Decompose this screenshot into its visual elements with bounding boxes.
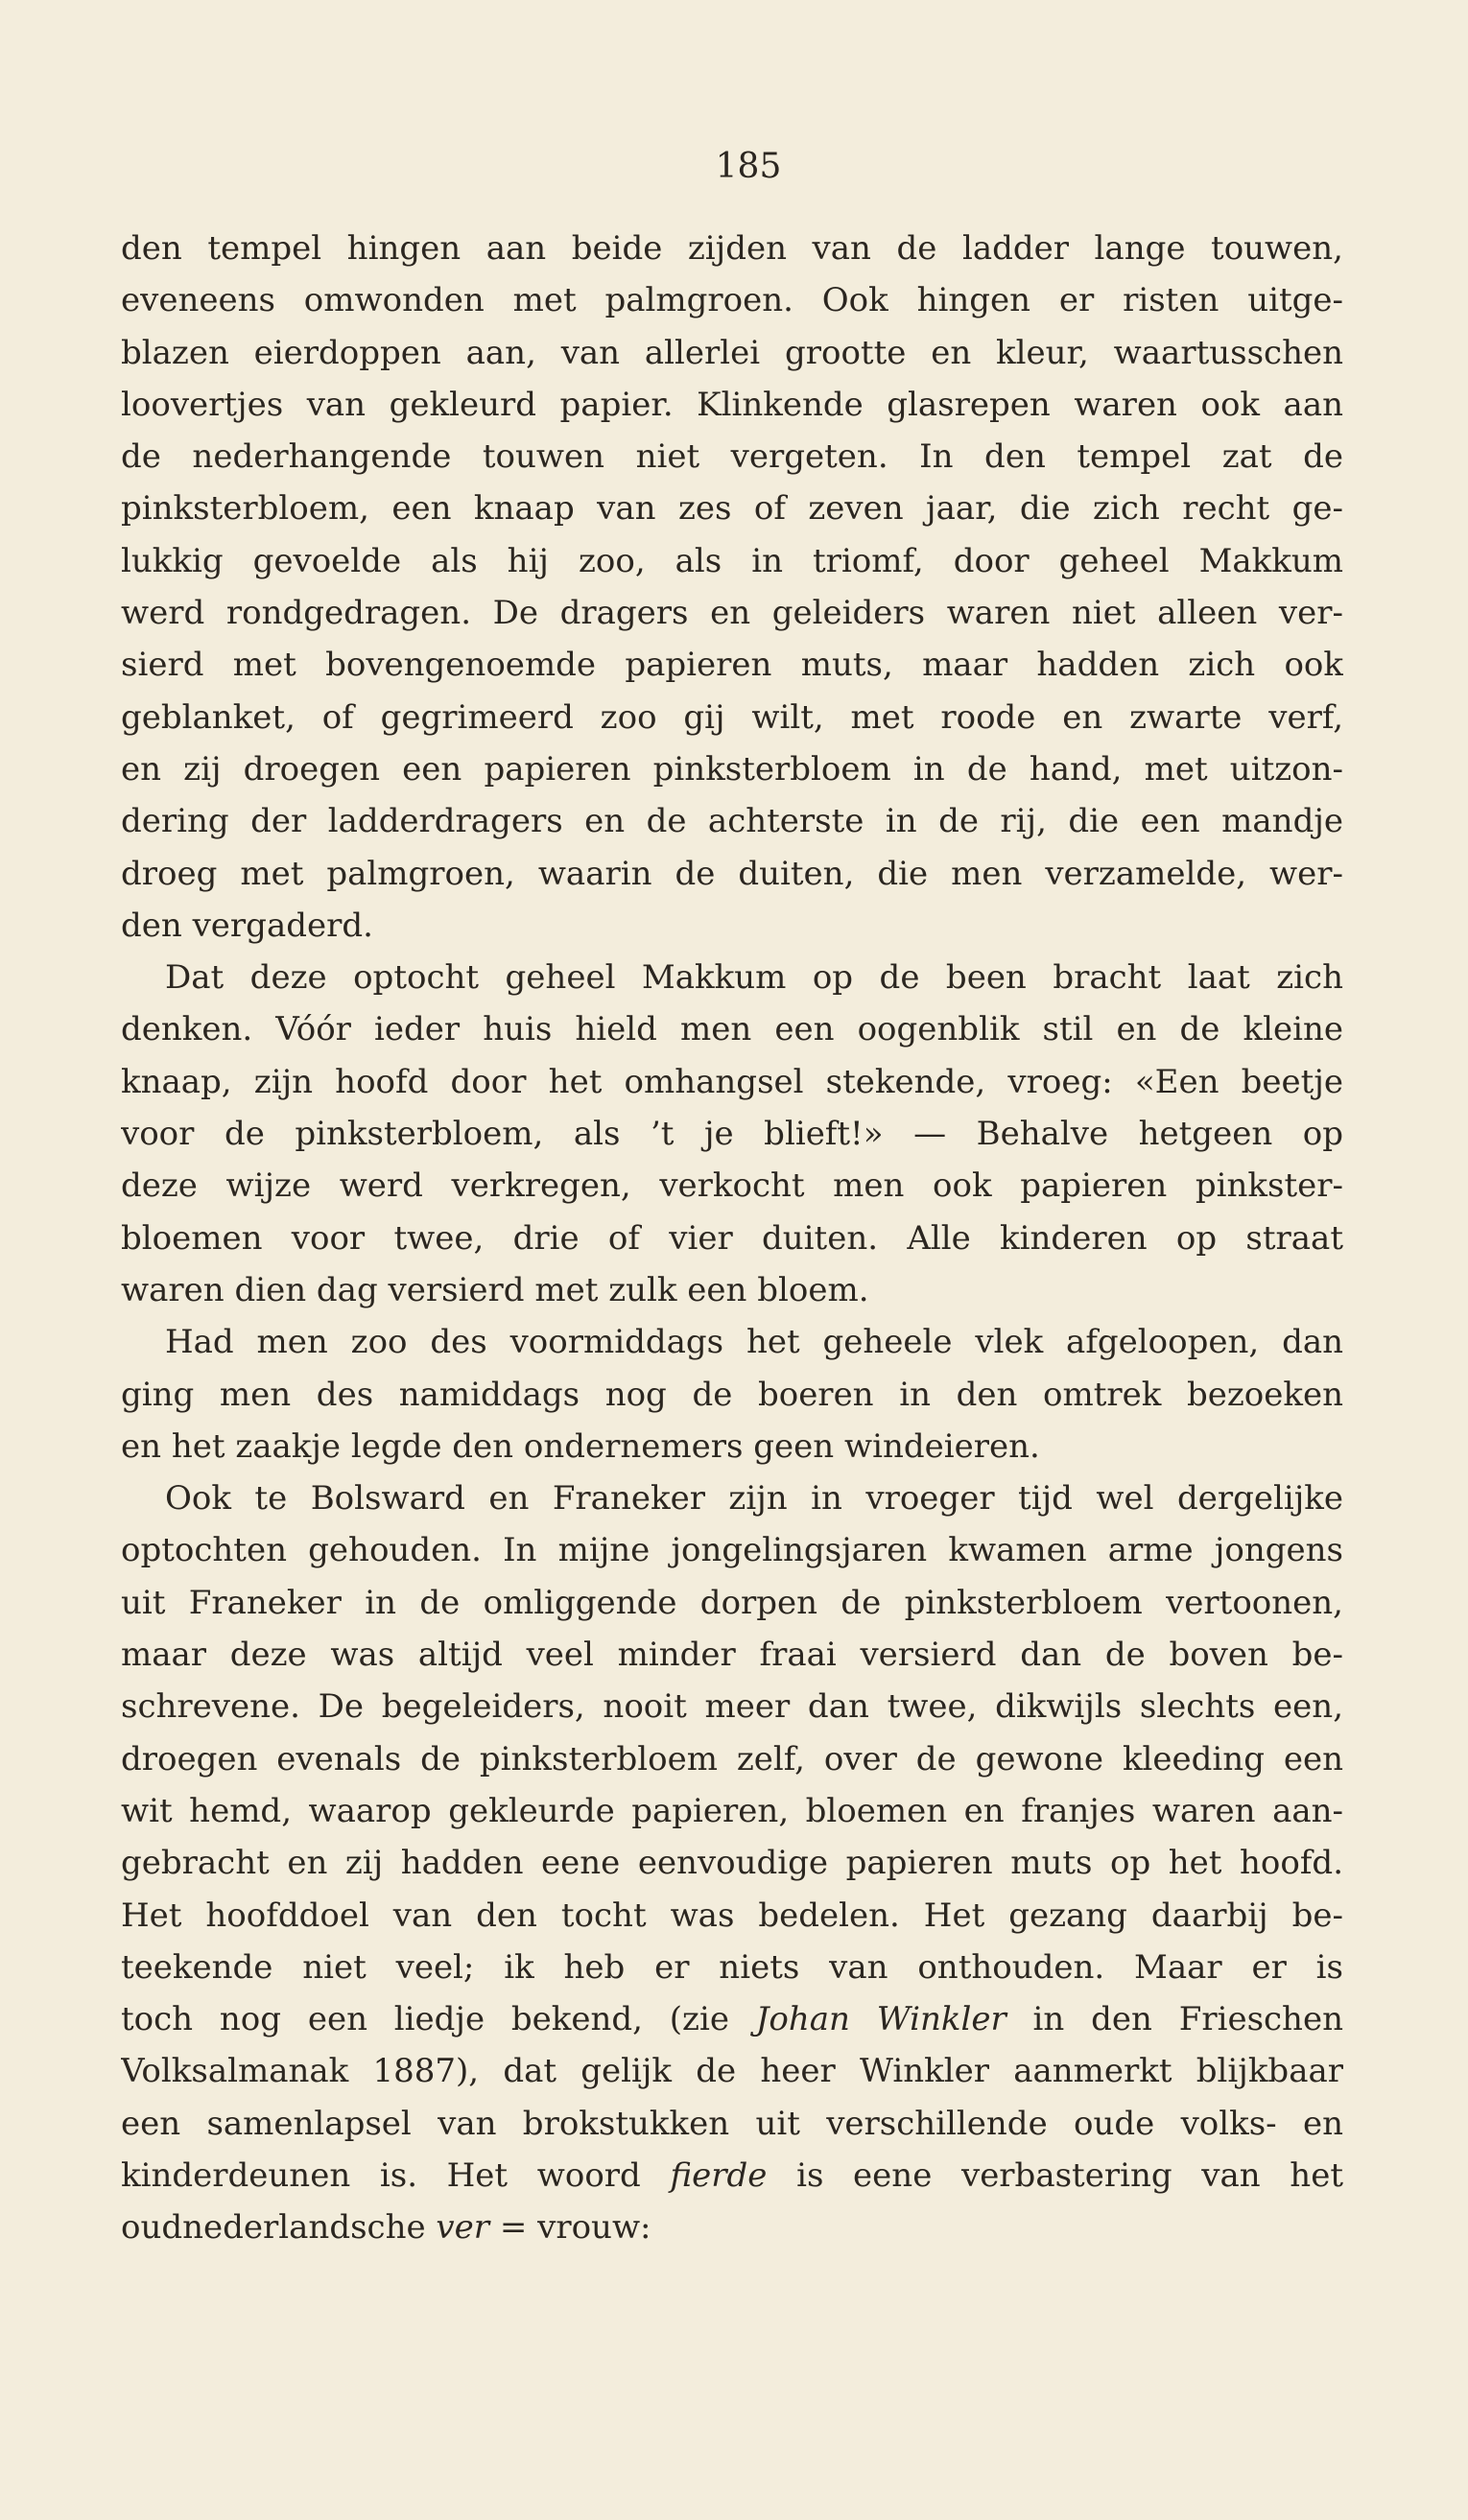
text-line bbox=[121, 1890, 1343, 1942]
text-segment: Dat deze optocht geheel Makkum op de been bracht laat zich bbox=[165, 958, 1343, 998]
text-segment: Ook te Bolsward en Franeker zijn in vroeger tijd wel dergelijke bbox=[165, 1479, 1343, 1519]
text-line bbox=[121, 1993, 1343, 2045]
text-line bbox=[121, 1472, 1343, 1524]
text-line bbox=[121, 1942, 1343, 1993]
text-line bbox=[121, 1577, 1343, 1629]
text-segment: werd rondgedragen. De dragers en geleiders waren niet alleen ver- bbox=[121, 594, 1343, 633]
text-segment: teekende niet veel; ik heb er niets van onthouden. Maar er is bbox=[121, 1947, 1343, 1987]
text-segment: Volksalmanak 1887), dat gelijk de heer Winkler aanmerkt blijkbaar bbox=[121, 2052, 1343, 2091]
text-segment: eveneens omwonden met palmgroen. Ook hingen er risten uitge- bbox=[121, 281, 1343, 320]
text-segment: voor de pinksterbloem, als ’t je blieft!» — Behalve hetgeen op bbox=[121, 1115, 1343, 1154]
text-segment: wit hemd, waarop gekleurde papieren, bloemen en franjes waren aan- bbox=[121, 1791, 1343, 1830]
text-line bbox=[121, 1160, 1343, 1212]
text-segment: blazen eierdoppen aan, van allerlei grootte en kleur, waartusschen bbox=[121, 333, 1343, 372]
text-line bbox=[121, 379, 1343, 431]
text-segment: waren dien dag versierd met zulk een bloem. bbox=[121, 1270, 869, 1309]
text-line bbox=[121, 639, 1343, 691]
text-segment: droeg met palmgroen, waarin de duiten, die men verzamelde, wer- bbox=[121, 854, 1343, 893]
text-segment: deze wijze werd verkregen, verkocht men ook papieren pinkster- bbox=[121, 1166, 1343, 1206]
text-line bbox=[121, 848, 1343, 900]
text-segment: geblanket, of gegrimeerd zoo gij wilt, met roode en zwarte verf, bbox=[121, 697, 1343, 737]
text-line bbox=[121, 692, 1343, 743]
text-segment: lukkig gevoelde als hij zoo, als in triomf, door geheel Makkum bbox=[121, 541, 1343, 580]
text-segment: en zij droegen een papieren pinksterbloem in de hand, met uitzon- bbox=[121, 749, 1343, 789]
text-line bbox=[121, 1213, 1343, 1264]
text-segment: in den Frieschen bbox=[1006, 2000, 1343, 2039]
text-line bbox=[121, 327, 1343, 379]
text-segment: dering der ladderdragers en de achterste in de rij, die een mandje bbox=[121, 802, 1343, 841]
book-page bbox=[121, 144, 1343, 2254]
text-line bbox=[121, 1316, 1343, 1368]
text-segment: oudnederlandsche bbox=[121, 2208, 437, 2248]
text-segment: Het hoofddoel van den tocht was bedelen. Het gezang daarbij be- bbox=[121, 1896, 1343, 1935]
text-segment: gebracht en zij hadden eene eenvoudige papieren muts op het hoofd. bbox=[121, 1844, 1343, 1883]
text-line bbox=[121, 1837, 1343, 1889]
text-segment: den tempel hingen aan beide zijden van de ladder lange touwen, bbox=[121, 229, 1343, 268]
text-segment: maar deze was altijd veel minder fraai versierd dan de boven be- bbox=[121, 1636, 1343, 1675]
text-line bbox=[121, 1369, 1343, 1421]
text-line bbox=[121, 274, 1343, 326]
text-segment: loovertjes van gekleurd papier. Klinkende glasrepen waren ook aan bbox=[121, 385, 1343, 424]
text-line bbox=[121, 1733, 1343, 1785]
text-segment: is eene verbastering van het bbox=[767, 2155, 1343, 2195]
text-segment: kinderdeunen is. Het woord bbox=[121, 2155, 671, 2195]
text-line bbox=[121, 900, 1343, 952]
text-segment: den vergaderd. bbox=[121, 906, 373, 945]
text-line bbox=[121, 587, 1343, 639]
text-segment: en het zaakje legde den ondernemers geen windeieren. bbox=[121, 1426, 1040, 1466]
italic-text: ver bbox=[436, 2208, 490, 2248]
text-line bbox=[121, 223, 1343, 274]
text-line bbox=[121, 795, 1343, 847]
text-line bbox=[121, 1108, 1343, 1160]
text-segment: schrevene. De begeleiders, nooit meer dan twee, dikwijls slechts een, bbox=[121, 1687, 1343, 1727]
text-segment: = vrouw: bbox=[489, 2208, 651, 2248]
text-line bbox=[121, 743, 1343, 795]
text-segment: Had men zoo des voormiddags het geheele vlek afgeloopen, dan bbox=[165, 1323, 1343, 1362]
text-line bbox=[121, 2202, 1343, 2253]
text-line bbox=[121, 1003, 1343, 1055]
text-segment: optochten gehouden. In mijne jongelingsjaren kwamen arme jongens bbox=[121, 1531, 1343, 1570]
text-segment: denken. Vóór ieder huis hield men een oogenblik stil en de kleine bbox=[121, 1010, 1343, 1049]
italic-text: fierde bbox=[670, 2155, 768, 2195]
text-line bbox=[121, 1056, 1343, 1108]
text-line bbox=[121, 2150, 1343, 2202]
italic-text: Johan Winkler bbox=[755, 2000, 1006, 2039]
text-line bbox=[121, 1264, 1343, 1316]
text-line bbox=[121, 483, 1343, 534]
text-segment: toch nog een liedje bekend, (zie bbox=[121, 2000, 756, 2039]
text-line bbox=[121, 2098, 1343, 2150]
page-number: 185 bbox=[715, 147, 782, 186]
text-line bbox=[121, 1681, 1343, 1732]
text-segment: bloemen voor twee, drie of vier duiten. Alle kinderen op straat bbox=[121, 1218, 1343, 1258]
text-segment: een samenlapsel van brokstukken uit verschillende oude volks- en bbox=[121, 2104, 1343, 2143]
text-line bbox=[121, 535, 1343, 587]
text-line bbox=[121, 1421, 1343, 1472]
text-segment: knaap, zijn hoofd door het omhangsel stekende, vroeg: «Een beetje bbox=[121, 1062, 1343, 1101]
text-line bbox=[121, 1629, 1343, 1681]
text-segment: droegen evenals de pinksterbloem zelf, over de gewone kleeding een bbox=[121, 1739, 1343, 1778]
body-text bbox=[121, 223, 1343, 2254]
text-line bbox=[121, 1785, 1343, 1837]
text-line bbox=[121, 2045, 1343, 2097]
text-line bbox=[121, 1524, 1343, 1576]
text-segment: uit Franeker in de omliggende dorpen de pinksterbloem vertoonen, bbox=[121, 1583, 1343, 1622]
text-line bbox=[121, 952, 1343, 1003]
text-segment: de nederhangende touwen niet vergeten. In den tempel zat de bbox=[121, 437, 1343, 477]
text-segment: sierd met bovengenoemde papieren muts, maar hadden zich ook bbox=[121, 646, 1343, 685]
text-line bbox=[121, 431, 1343, 483]
text-segment: pinksterbloem, een knaap van zes of zeven jaar, die zich recht ge- bbox=[121, 489, 1343, 529]
text-segment: ging men des namiddags nog de boeren in den omtrek bezoeken bbox=[121, 1375, 1343, 1414]
